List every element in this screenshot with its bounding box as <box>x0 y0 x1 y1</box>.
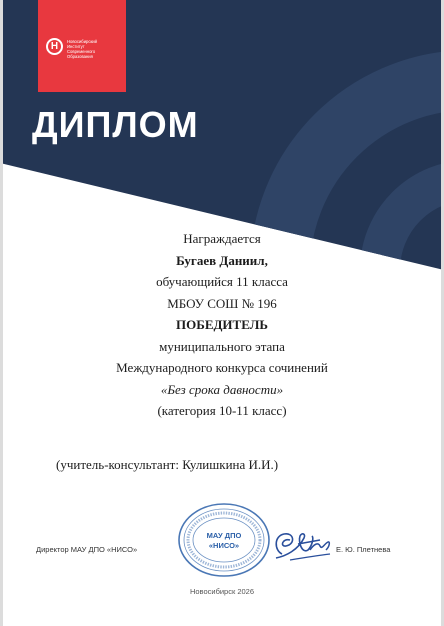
logo-line-3: Современного <box>67 49 96 54</box>
logo-line-4: Образования <box>67 54 93 59</box>
stamp-line-1: МАУ ДПО <box>206 531 242 540</box>
contest-line: Международного конкурса сочинений <box>116 360 328 375</box>
director-name: Е. Ю. Плетнева <box>336 545 391 554</box>
school-line: МБОУ СОШ № 196 <box>167 295 277 311</box>
official-stamp-icon <box>172 501 276 579</box>
logo-mark-icon <box>46 38 63 55</box>
logo-text <box>67 39 125 59</box>
grade-line: обучающийся 11 класса <box>156 274 288 289</box>
status-line: ПОБЕДИТЕЛЬ <box>176 317 268 332</box>
logo-mark-letter: Н <box>50 41 59 52</box>
category-line: (категория 10-11 класс) <box>157 403 287 418</box>
awarded-line: Награждается <box>183 231 261 246</box>
stamp-line-2: «НИСО» <box>208 541 240 550</box>
stage-line: муниципального этапа <box>159 338 285 354</box>
recipient-name: Бугаев Даниил, <box>176 252 268 268</box>
institute-logo <box>38 0 126 92</box>
director-signature-icon <box>268 524 334 566</box>
logo-line-1: Новосибирский <box>67 39 97 44</box>
consultant-line: (учитель-консультант: Кулишкина И.И.) <box>56 457 279 472</box>
diploma-title: ДИПЛОМ <box>32 104 199 145</box>
logo-line-2: Институт <box>67 44 85 49</box>
director-role: Директор МАУ ДПО «НИСО» <box>36 545 138 554</box>
city-year: Новосибирск 2026 <box>189 587 255 596</box>
theme-line: «Без срока давности» <box>160 381 284 397</box>
certificate-text <box>0 228 444 422</box>
